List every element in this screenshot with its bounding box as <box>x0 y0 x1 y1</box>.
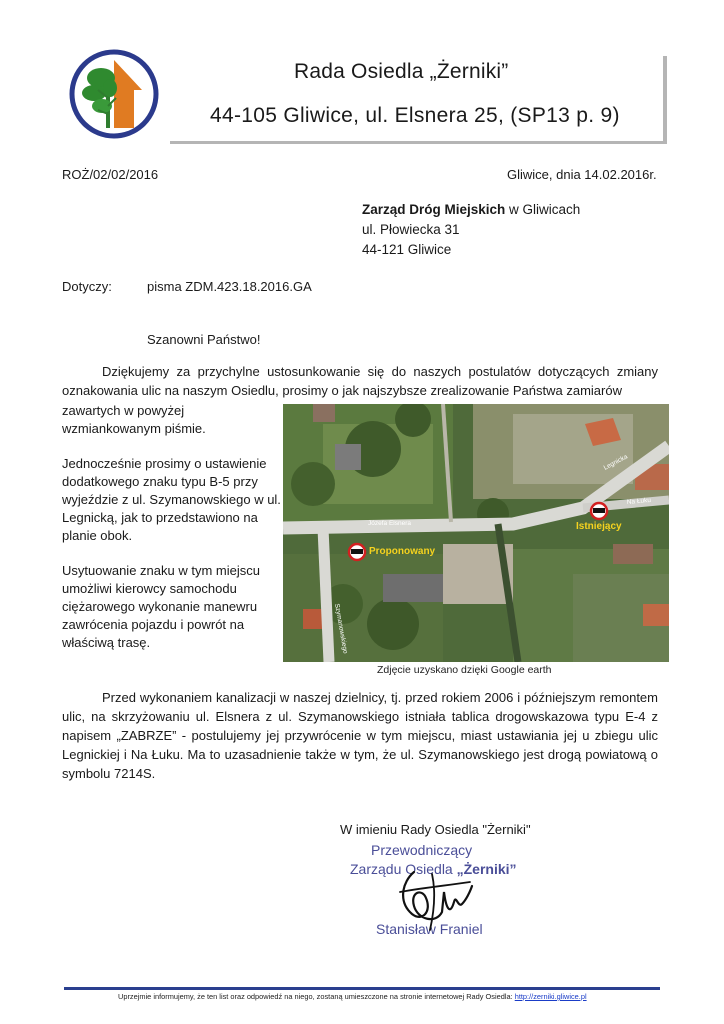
header-rule-horizontal <box>170 141 666 144</box>
stamp-board-prefix: Zarządu Osiedla <box>350 861 457 877</box>
footer-link[interactable]: http://zerniki.gliwice.pl <box>514 992 587 1001</box>
footer-rule <box>64 987 660 990</box>
street-label-na-luku: Na Łuku <box>626 496 652 506</box>
label-existing: Istniejący <box>576 521 622 532</box>
side-paragraph: Usytuowanie znaku w tym miejscu umożliwi kierowcy samochodu ciężarowego wykonanie manewru zawrócenia pojazdu i powrót na właściwą trasę. <box>62 563 260 650</box>
stamp-title: Przewodniczący <box>371 842 473 858</box>
stamp-name: Stanisław Franiel <box>376 921 483 937</box>
satellite-photo <box>283 404 669 662</box>
letter-date: Gliwice, dnia 14.02.2016r. <box>507 167 657 182</box>
street-label-szymanowskiego: Szymanowskiego <box>333 603 349 655</box>
side-text-column <box>62 402 282 652</box>
side-paragraph: Jednocześnie prosimy o ustawienie dodatkowego znaku typu B-5 przy wyjeździe z ul. Szymanowskiego w ul. Legnicką, jak to przedstawiono na planie obok. <box>62 456 281 543</box>
recipient-street: ul. Płowiecka 31 <box>362 222 460 237</box>
subject-value: pisma ZDM.423.18.2016.GA <box>147 279 312 294</box>
label-proposed: Proponowany <box>369 546 436 557</box>
street-label-legnicka: Legnicka <box>602 453 629 472</box>
subject-label: Dotyczy: <box>62 279 112 294</box>
handwritten-signature <box>392 862 482 934</box>
no-trucks-sign-icon <box>349 544 365 560</box>
paragraph-thanks-text: Dziękujemy za przychylne ustosunkowanie się do naszych postulatów dotyczących zmiany oznakowania ulic na naszym Osiedlu, prosimy o jak najszybsze zrealizowanie Państwa zamiarów <box>62 364 658 398</box>
stamp-board-name: „Żerniki” <box>456 861 517 877</box>
recipient-city: 44-121 Gliwice <box>362 242 452 257</box>
photo-caption: Zdjęcie uzyskano dzięki Google earth <box>377 664 552 676</box>
greeting: Szanowni Państwo! <box>147 332 261 347</box>
paragraph-thanks <box>62 362 658 400</box>
council-address: 44-105 Gliwice, ul. Elsnera 25, (SP13 p. 9) <box>210 104 620 127</box>
header-rule-vertical <box>663 56 667 144</box>
side-paragraph: zawartych w powyżej wzmiankowanym piśmie. <box>62 403 206 436</box>
letter-reference: ROŻ/02/02/2016 <box>62 167 159 182</box>
tree-house-logo <box>68 48 160 140</box>
no-trucks-sign-icon <box>591 503 607 519</box>
closing-line: W imieniu Rady Osiedla "Żerniki" <box>340 822 531 837</box>
footer-note <box>118 992 587 1001</box>
council-title: Rada Osiedla „Żerniki” <box>294 60 509 83</box>
recipient-address <box>362 200 580 260</box>
paragraph-signpost <box>62 688 658 783</box>
street-label-elsnera: Józefa Elsnera <box>368 520 411 527</box>
paragraph-signpost-text: Przed wykonaniem kanalizacji w naszej dzielnicy, tj. przed rokiem 2006 i późniejszym remontem ulic, na skrzyżowaniu ul. Elsnera z ul. Szymanowskiego istniała tablica drogowskazowa typu E-4 z napisem „ZABRZE” - postulujemy jej przywrócenie w tym miejscu, miast ustawiania jej u zbiegu ulic Legnickiej i Na Łuku. Ma to uzasadnienie także w tym, że ul. Szymanowskiego jest drogą powiatową o symbolu 7214S. <box>62 690 658 781</box>
footer-text: Uprzejmie informujemy, że ten list oraz odpowiedź na niego, zostaną umieszczone na stronie internetowej Rady Osiedla: <box>118 992 515 1001</box>
recipient-name: Zarząd Dróg Miejskich <box>362 202 506 217</box>
recipient-name-suffix: w Gliwicach <box>505 202 581 217</box>
